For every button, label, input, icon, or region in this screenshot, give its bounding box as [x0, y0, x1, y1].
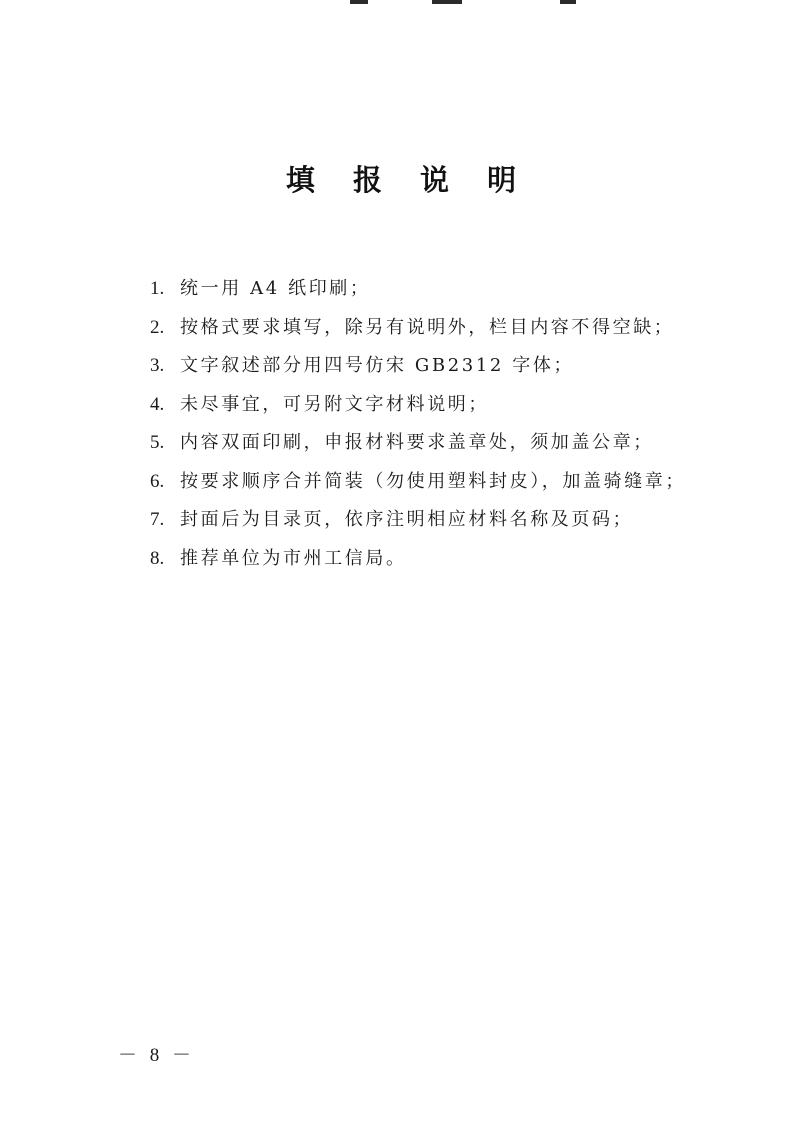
list-item	[150, 424, 750, 463]
item-text: 文字叙述部分用四号仿宋 GB2312 字体；	[180, 355, 575, 376]
item-number: 3.	[150, 355, 165, 376]
list-item	[150, 501, 750, 540]
page-title: 填 报 说 明	[285, 163, 531, 197]
item-text: 按格式要求填写，除另有说明外，栏目内容不得空缺；	[180, 316, 675, 338]
scan-edge-mark	[350, 0, 368, 4]
list-item	[150, 540, 750, 579]
item-number: 6.	[150, 470, 165, 492]
item-text: 统一用 A4 纸印刷；	[180, 278, 371, 299]
list-item	[150, 309, 750, 348]
item-number: 2.	[150, 316, 165, 338]
scan-edge-mark	[432, 0, 462, 4]
item-number: 7.	[150, 509, 165, 530]
item-text: 按要求顺序合并简装（勿使用塑料封皮），加盖骑缝章；	[180, 470, 686, 492]
item-text: 未尽事宜，可另附文字材料说明；	[180, 393, 489, 415]
item-number: 1.	[150, 278, 165, 299]
item-number: 5.	[150, 432, 165, 453]
list-item	[150, 347, 750, 386]
item-number: 4.	[150, 393, 165, 415]
page-number: － 8 －	[118, 1045, 196, 1066]
list-item	[150, 270, 750, 309]
instruction-list	[150, 270, 750, 578]
list-item	[150, 463, 750, 502]
item-text: 封面后为目录页，依序注明相应材料名称及页码；	[180, 509, 634, 530]
item-text: 内容双面印刷，申报材料要求盖章处，须加盖公章；	[180, 432, 654, 453]
item-text: 推荐单位为市州工信局。	[180, 547, 407, 569]
item-number: 8.	[150, 547, 165, 569]
scan-edge-mark	[560, 0, 576, 4]
list-item	[150, 386, 750, 425]
